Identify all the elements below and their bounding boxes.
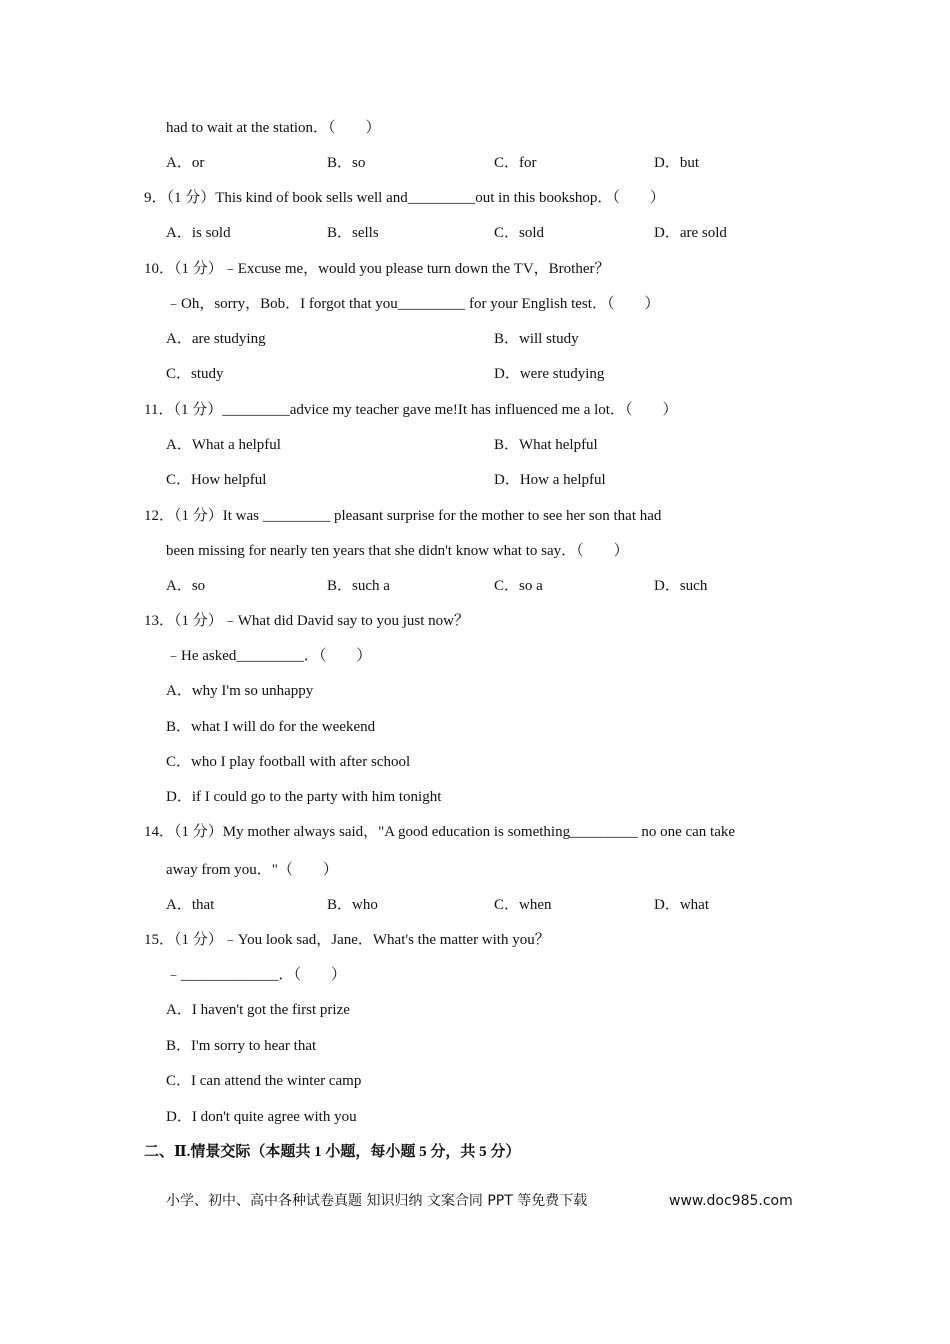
- question-10-text: 10．（1 分）﹣Excuse me，would you please turn down the TV，Brother？: [144, 261, 610, 277]
- question-9-option-d[interactable]: D．are sold: [654, 225, 727, 241]
- question-13-text-2: ﹣He asked_________．（ ）: [166, 648, 372, 664]
- question-12-option-a[interactable]: A．so: [166, 578, 206, 594]
- question-14-option-d[interactable]: D．what: [654, 897, 709, 913]
- question-12-option-c[interactable]: C．so a: [494, 578, 543, 594]
- question-11-option-b[interactable]: B．What helpful: [494, 437, 598, 453]
- question-10-option-a[interactable]: A．are studying: [166, 331, 266, 347]
- question-15-text: 15．（1 分）﹣You look sad，Jane．What's the matter with you？: [144, 932, 550, 948]
- question-10-option-d[interactable]: D．were studying: [494, 366, 605, 382]
- question-8-option-b[interactable]: B．so: [327, 155, 366, 171]
- question-14-option-a[interactable]: A．that: [166, 897, 215, 913]
- section-heading: 二、Ⅱ.情景交际（本题共 1 小题，每小题 5 分，共 5 分）: [144, 1144, 521, 1160]
- question-8-continuation: had to wait at the station．（ ）: [166, 120, 381, 136]
- footer-text: 小学、初中、高中各种试卷真题 知识归纳 文案合同 PPT 等免费下载: [166, 1193, 588, 1209]
- question-8-option-a[interactable]: A．or: [166, 155, 205, 171]
- question-8-option-d[interactable]: D．but: [654, 155, 700, 171]
- question-9-option-c[interactable]: C．sold: [494, 225, 545, 241]
- question-15-option-d[interactable]: D．I don't quite agree with you: [166, 1109, 357, 1125]
- question-11-option-c[interactable]: C．How helpful: [166, 472, 267, 488]
- footer-url[interactable]: www.doc985.com: [669, 1193, 793, 1209]
- question-10-option-b[interactable]: B．will study: [494, 331, 579, 347]
- question-15-option-c[interactable]: C．I can attend the winter camp: [166, 1073, 362, 1089]
- question-14-option-b[interactable]: B．who: [327, 897, 378, 913]
- question-13-text: 13．（1 分）﹣What did David say to you just now？: [144, 613, 469, 629]
- question-13-option-a[interactable]: A．why I'm so unhappy: [166, 683, 314, 699]
- question-12-option-b[interactable]: B．such a: [327, 578, 390, 594]
- question-10-option-c[interactable]: C．study: [166, 366, 224, 382]
- question-9-text: 9．（1 分）This kind of book sells well and_________out in this bookshop．（ ）: [144, 190, 665, 206]
- question-15-text-2: ﹣_____________．（ ）: [166, 967, 347, 983]
- question-13-option-c[interactable]: C．who I play football with after school: [166, 754, 411, 770]
- question-15-option-a[interactable]: A．I haven't got the first prize: [166, 1002, 350, 1018]
- question-13-option-d[interactable]: D．if I could go to the party with him tonight: [166, 789, 442, 805]
- question-8-option-c[interactable]: C．for: [494, 155, 537, 171]
- question-12-text-2: been missing for nearly ten years that she didn't know what to say．（ ）: [166, 543, 629, 559]
- question-9-option-a[interactable]: A．is sold: [166, 225, 231, 241]
- question-11-option-a[interactable]: A．What a helpful: [166, 437, 281, 453]
- question-12-option-d[interactable]: D．such: [654, 578, 708, 594]
- question-13-option-b[interactable]: B．what I will do for the weekend: [166, 719, 376, 735]
- page-footer: [166, 1191, 806, 1211]
- question-11-text: 11．（1 分）_________advice my teacher gave me!It has influenced me a lot．（ ）: [144, 402, 678, 418]
- question-12-text: 12．（1 分）It was _________ pleasant surprise for the mother to see her son that had: [144, 508, 662, 524]
- question-14-text-2: away from you．"（ ）: [166, 862, 338, 878]
- question-11-option-d[interactable]: D．How a helpful: [494, 472, 606, 488]
- question-15-option-b[interactable]: B．I'm sorry to hear that: [166, 1038, 317, 1054]
- question-14-text: 14．（1 分）My mother always said，"A good education is something_________ no one can take: [144, 824, 736, 840]
- question-9-option-b[interactable]: B．sells: [327, 225, 379, 241]
- question-10-text-2: ﹣Oh，sorry，Bob．I forgot that you_________ for your English test．（ ）: [166, 296, 660, 312]
- question-14-option-c[interactable]: C．when: [494, 897, 552, 913]
